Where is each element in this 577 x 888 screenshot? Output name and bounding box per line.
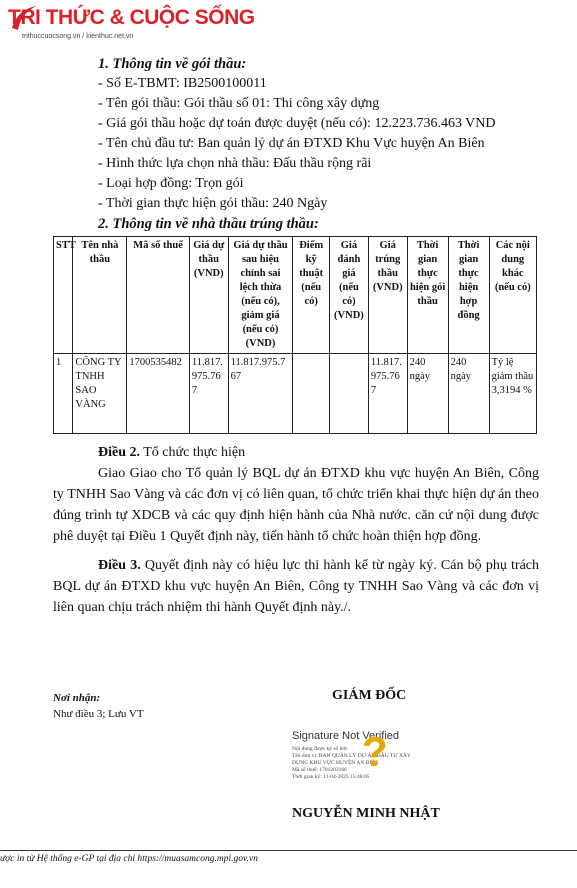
col-tax-code: Mã số thuế (127, 237, 190, 354)
signature-detail-line: Nội dung được ký số bởi: (292, 746, 349, 752)
col-contractor: Tên nhà thầu (73, 237, 127, 354)
article2-body: Giao Giao cho Tổ quản lý BQL dự án ĐTXD khu vực huyện An Biên, Công ty TNHH Sao Vàng và các đơn vị có liên quan, tổ chức triển khai thực hiện dự án theo đúng trình tự XDCB và các quy định hiện hành của Nhà nước. căn cứ nội dung được phê duyệt tại Điều 1 Quyết định này, tiến hành tổ chức hoàn thiện hợp đồng. (53, 466, 539, 544)
cell-winning-price: 11.817.975.767 (368, 354, 407, 434)
cell-bid-price: 11.817.975.767 (189, 354, 228, 434)
col-tech-score: Điểm kỹ thuật (nếu có) (293, 237, 330, 354)
recipients (53, 690, 144, 722)
article2-label: Điều 2. (98, 445, 140, 460)
digital-signature-block (292, 730, 452, 781)
table-row (54, 354, 537, 434)
package-price: - Giá gói thầu hoặc dự toán được duyệt (nếu có): 12.223.736.463 VND (98, 116, 496, 131)
article3-body: Quyết định này có hiệu lực thi hành kể từ ngày ký. Cán bộ phụ trách BQL dự án ĐTXD khu vực huyện An Biên, Công ty TNHH Sao Vàng và các đơn vị liên quan chịu trách nhiệm thi hành Quyết định này./. (53, 558, 540, 615)
cell-evaluated-price (330, 354, 369, 434)
signature-detail-line: Tên đơn vị: BAN QUẢN LÝ DỰ ÁN ĐẦU TƯ XÂY (292, 753, 411, 759)
col-bid-price: Giá dự thầu (VND) (189, 237, 228, 354)
article3-label: Điều 3. (98, 558, 141, 573)
cell-tech-score (293, 354, 330, 434)
cell-stt: 1 (54, 354, 73, 434)
director-title: GIÁM ĐỐC (332, 688, 407, 703)
table-header-row (54, 237, 537, 354)
logo-brand: TRI THỨC & CUỘC SỐNG (8, 6, 255, 29)
article2-heading (53, 442, 539, 463)
package-name: - Tên gói thầu: Gói thầu số 01: Thi công xây dựng (98, 96, 380, 111)
cell-adjusted-price: 11.817.975.767 (228, 354, 293, 434)
cell-contract-time: 240 ngày (448, 354, 489, 434)
cell-package-time: 240 ngày (407, 354, 448, 434)
document-body (53, 54, 539, 618)
source-note: ược in từ Hệ thống e-GP tại địa chỉ https://muasamcong.mpi.gov.vn (0, 854, 258, 864)
signer-name: NGUYỄN MINH NHẬT (292, 806, 440, 821)
signature-detail-line: Thời gian ký: 11-04-2025 15:48:05 (292, 774, 370, 780)
article2-title: Tổ chức thực hiện (140, 445, 246, 460)
col-stt: STT (54, 237, 73, 354)
signature-detail-line: DỰNG KHU VỰC HUYỆN AN BIÊN (292, 760, 379, 766)
section1-heading: 1. Thông tin về gói thầu: (98, 56, 247, 72)
recipients-value: Như điều 3; Lưu VT (53, 708, 144, 720)
footer-divider (0, 850, 577, 851)
col-contract-time: Thời gian thực hiện hợp đồng (448, 237, 489, 354)
section1-lines (53, 74, 539, 214)
col-adjusted-price: Giá dự thầu sau hiệu chỉnh sai lệch thừa (nếu có), giảm giá (nếu có) (VND) (228, 237, 293, 354)
question-mark-icon: ? (362, 728, 388, 775)
bid-number: - Số E-TBMT: IB2500100011 (98, 76, 267, 91)
cell-other: Tỷ lệ giảm thầu 3,3194 % (489, 354, 536, 434)
col-package-time: Thời gian thực hiện gói thầu (407, 237, 448, 354)
col-evaluated-price: Giá đánh giá (nếu có) (VND) (330, 237, 369, 354)
col-winning-price: Giá trúng thầu (VND) (368, 237, 407, 354)
site-logo (8, 4, 255, 44)
selection-method: - Hình thức lựa chọn nhà thầu: Đấu thầu rộng rãi (98, 156, 372, 171)
winner-table (53, 236, 537, 434)
col-other: Các nội dung khác (nếu có) (489, 237, 536, 354)
cell-tax-code: 1700535482 (127, 354, 190, 434)
signature-status: Signature Not Verified (292, 730, 400, 742)
signature-detail-line: Mã số thuế: 1701203166 (292, 767, 347, 773)
cell-contractor: CÔNG TY TNHH SAO VÀNG (73, 354, 127, 434)
package-duration: - Thời gian thực hiện gói thầu: 240 Ngày (98, 196, 328, 211)
investor-name: - Tên chủ đầu tư: Ban quản lý dự án ĐTXD Khu Vực huyện An Biên (98, 136, 485, 151)
article3 (53, 555, 539, 618)
logo-sub: trithuccuocsong.vn / kienthuc.net.vn (22, 33, 134, 40)
section2-heading: 2. Thông tin về nhà thầu trúng thầu: (98, 216, 319, 232)
recipients-label: Nơi nhận: (53, 692, 101, 704)
contract-type: - Loại hợp đồng: Trọn gói (98, 176, 244, 191)
